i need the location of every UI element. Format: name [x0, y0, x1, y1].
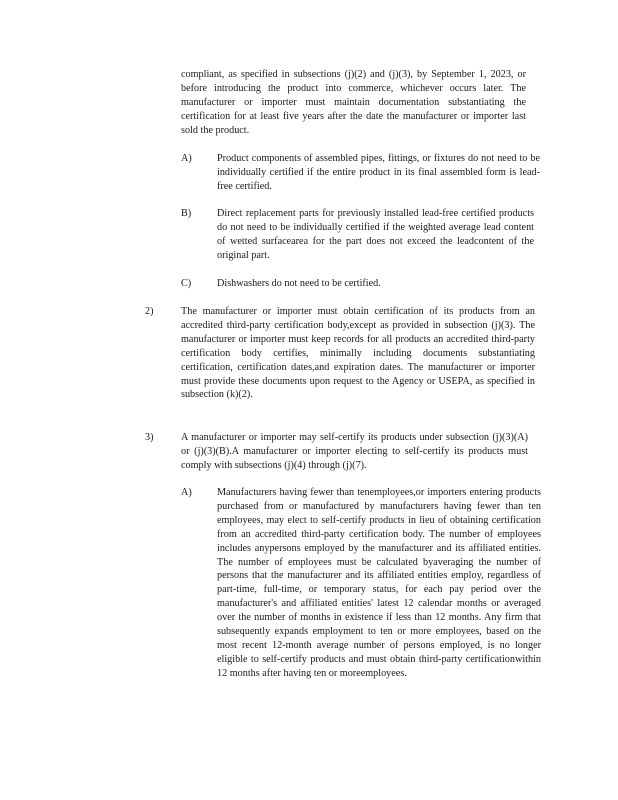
item-2-text: The manufacturer or importer must obtain certification of its products from an accredited third-party certification body,except as provided in subsection (j)(3). The manufacturer or importer must keep records for all products an accredited third-party certification body certifies, minimally including documents substantiating certification, certification dates,and expiration dates. The manufacturer or importer must provide these documents upon request to the Agency or USEPA, as specified in subsection (k)(2).: [181, 306, 535, 401]
sub-item-a-text: Product components of assembled pipes, fittings, or fixtures do not need to be individually certified if the entire product in its final assembled form is lead-free certified.: [217, 153, 540, 192]
item-text: [181, 431, 528, 473]
item-label: 2): [145, 306, 154, 317]
sub-item-3a-text: Manufacturers having fewer than tenemployees,or importers entering products purchased from or manufactured by manufacturers having fewer than ten employees, may elect to self-certify products in lieu of obtaining certification from an accredited third-party certification body. The number of employees includes anypersons employed by the manufacturer and its affiliated entities. The number of employees must be calculated byaveraging the number of persons that the manufacturer and its affiliated entities employ, regardless of part-time, full-time, or temporary status, for each pay period over the manufacturer's and affiliated entities' latest 12 calendar months or averaged over the number of months in existence if less than 12 months. Any firm that subsequently expands employment to ten or more employees, based on the most recent 12-month average number of persons employed, is no longer eligible to self-certify products and must obtain third-party certificationwithin 12 months after having ten or moreemployees.: [217, 487, 541, 679]
item-3-text: A manufacturer or importer may self-certify its products under subsection (j)(3)(A) or (j)(3)(B).A manufacturer or importer electing to self-certify its products must comply with subsections (j)(4) through (j)(7).: [181, 432, 528, 471]
intro-paragraph: [181, 68, 526, 138]
sub-item-text: [217, 486, 541, 681]
intro-text: compliant, as specified in subsections (j)(2) and (j)(3), by September 1, 2023, or before introducing the product into commerce, whichever occurs later. The manufacturer or importer must maintain documentation substantiating the certification for at least five years after the date the manufacturer or importer last sold the product.: [181, 69, 526, 136]
item-label: 3): [145, 432, 154, 443]
sub-item-text: [217, 152, 540, 194]
sub-item-b-text: Direct replacement parts for previously installed lead-free certified products do not need to be individually certified if the weighted average lead content of wetted surfacearea for the part does not exceed the leadcontent of the original part.: [217, 208, 534, 261]
sub-item-text: [217, 277, 534, 291]
item-text: [181, 305, 535, 402]
sub-item-label: A): [181, 487, 192, 498]
sub-item-c-text: Dishwashers do not need to be certified.: [217, 278, 381, 289]
sub-item-label: B): [181, 208, 192, 219]
sub-item-text: [217, 207, 534, 263]
sub-item-label: C): [181, 278, 192, 289]
sub-item-label: A): [181, 153, 192, 164]
